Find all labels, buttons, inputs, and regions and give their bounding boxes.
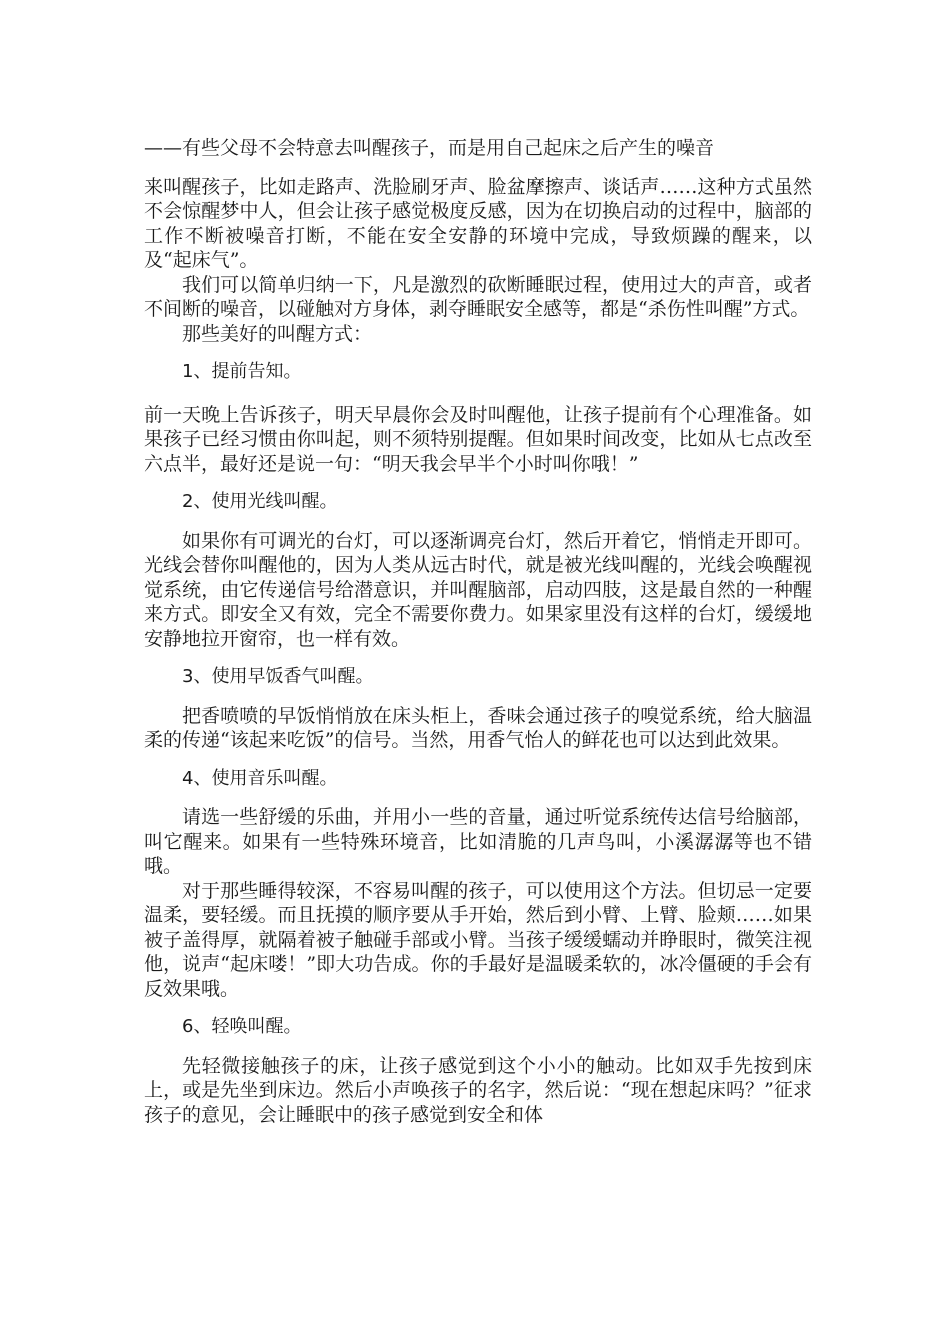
paragraph-intro-fragment: ——有些父母不会特意去叫醒孩子，而是用自己起床之后产生的噪音 [144,137,715,159]
paragraph-touch-method: 对于那些睡得较深，不容易叫醒的孩子，可以使用这个方法。但切忌一定要温柔，要轻缓。而且抚摸的顺序要从手开始，然后到小臂、上臂、脸颊……如果被子盖得厚，就隔着被子触碰手部或小臂。当孩子缓缓蠕动并睁眼时，微笑注视他，说声“起床喽！”即大功告成。你的手最好是温暖柔软的，冰冷僵硬的手会有反效果哦。 [144,879,812,1000]
paragraph-method-6: 先轻微接触孩子的床，让孩子感觉到这个小小的触动。比如双手先按到床上，或是先坐到床边。然后小声唤孩子的名字，然后说：“现在想起床吗？”征求孩子的意见，会让睡眠中的孩子感觉到安全和体 [144,1054,812,1126]
paragraph-good-methods-intro: 那些美好的叫醒方式： [182,322,373,345]
heading-method-6: 6、轻唤叫醒。 [182,1016,302,1037]
paragraph-summary: 我们可以简单归纳一下，凡是激烈的砍断睡眠过程，使用过大的声音，或者不间断的噪音，以碰触对方身体，剥夺睡眠安全感等，都是“杀伤性叫醒”方式。 [144,273,812,320]
heading-method-3: 3、使用早饭香气叫醒。 [182,666,374,687]
heading-method-4: 4、使用音乐叫醒。 [182,767,338,789]
heading-method-1: 1、提前告知。 [182,361,302,382]
paragraph-method-4: 请选一些舒缓的乐曲，并用小一些的音量，通过听觉系统传达信号给脑部，叫它醒来。如果有一些特殊环境音，比如清脆的几声鸟叫，小溪潺潺等也不错哦。 [144,806,812,877]
paragraph-method-3: 把香喷喷的早饭悄悄放在床头柜上，香味会通过孩子的嗅觉系统，给大脑温柔的传递“该起来吃饭”的信号。当然，用香气怡人的鲜花也可以达到此效果。 [144,704,812,751]
heading-method-2: 2、使用光线叫醒。 [182,491,338,512]
paragraph-method-1: 前一天晚上告诉孩子，明天早晨你会及时叫醒他，让孩子提前有个心理准备。如果孩子已经习惯由你叫起，则不须特别提醒。但如果时间改变，比如从七点改至六点半，最好还是说一句：“明天我会早半个小时叫你哦！” [144,403,812,475]
document-body [144,136,812,1127]
paragraph-noise-waking: 来叫醒孩子，比如走路声、洗脸刷牙声、脸盆摩擦声、谈话声……这种方式虽然不会惊醒梦中人，但会让孩子感觉极度反感，因为在切换启动的过程中，脑部的工作不断被噪音打断，不能在安全安静的环境中完成，导致烦躁的醒来，以及“起床气”。 [144,175,812,271]
paragraph-method-2: 如果你有可调光的台灯，可以逐渐调亮台灯，然后开着它，悄悄走开即可。光线会替你叫醒他的，因为人类从远古时代，就是被光线叫醒的，光线会唤醒视觉系统，由它传递信号给潜意识，并叫醒脑部，启动四肢，这是最自然的一种醒来方式。即安全又有效，完全不需要你费力。如果家里没有这样的台灯，缓缓地安静地拉开窗帘，也一样有效。 [144,529,812,650]
